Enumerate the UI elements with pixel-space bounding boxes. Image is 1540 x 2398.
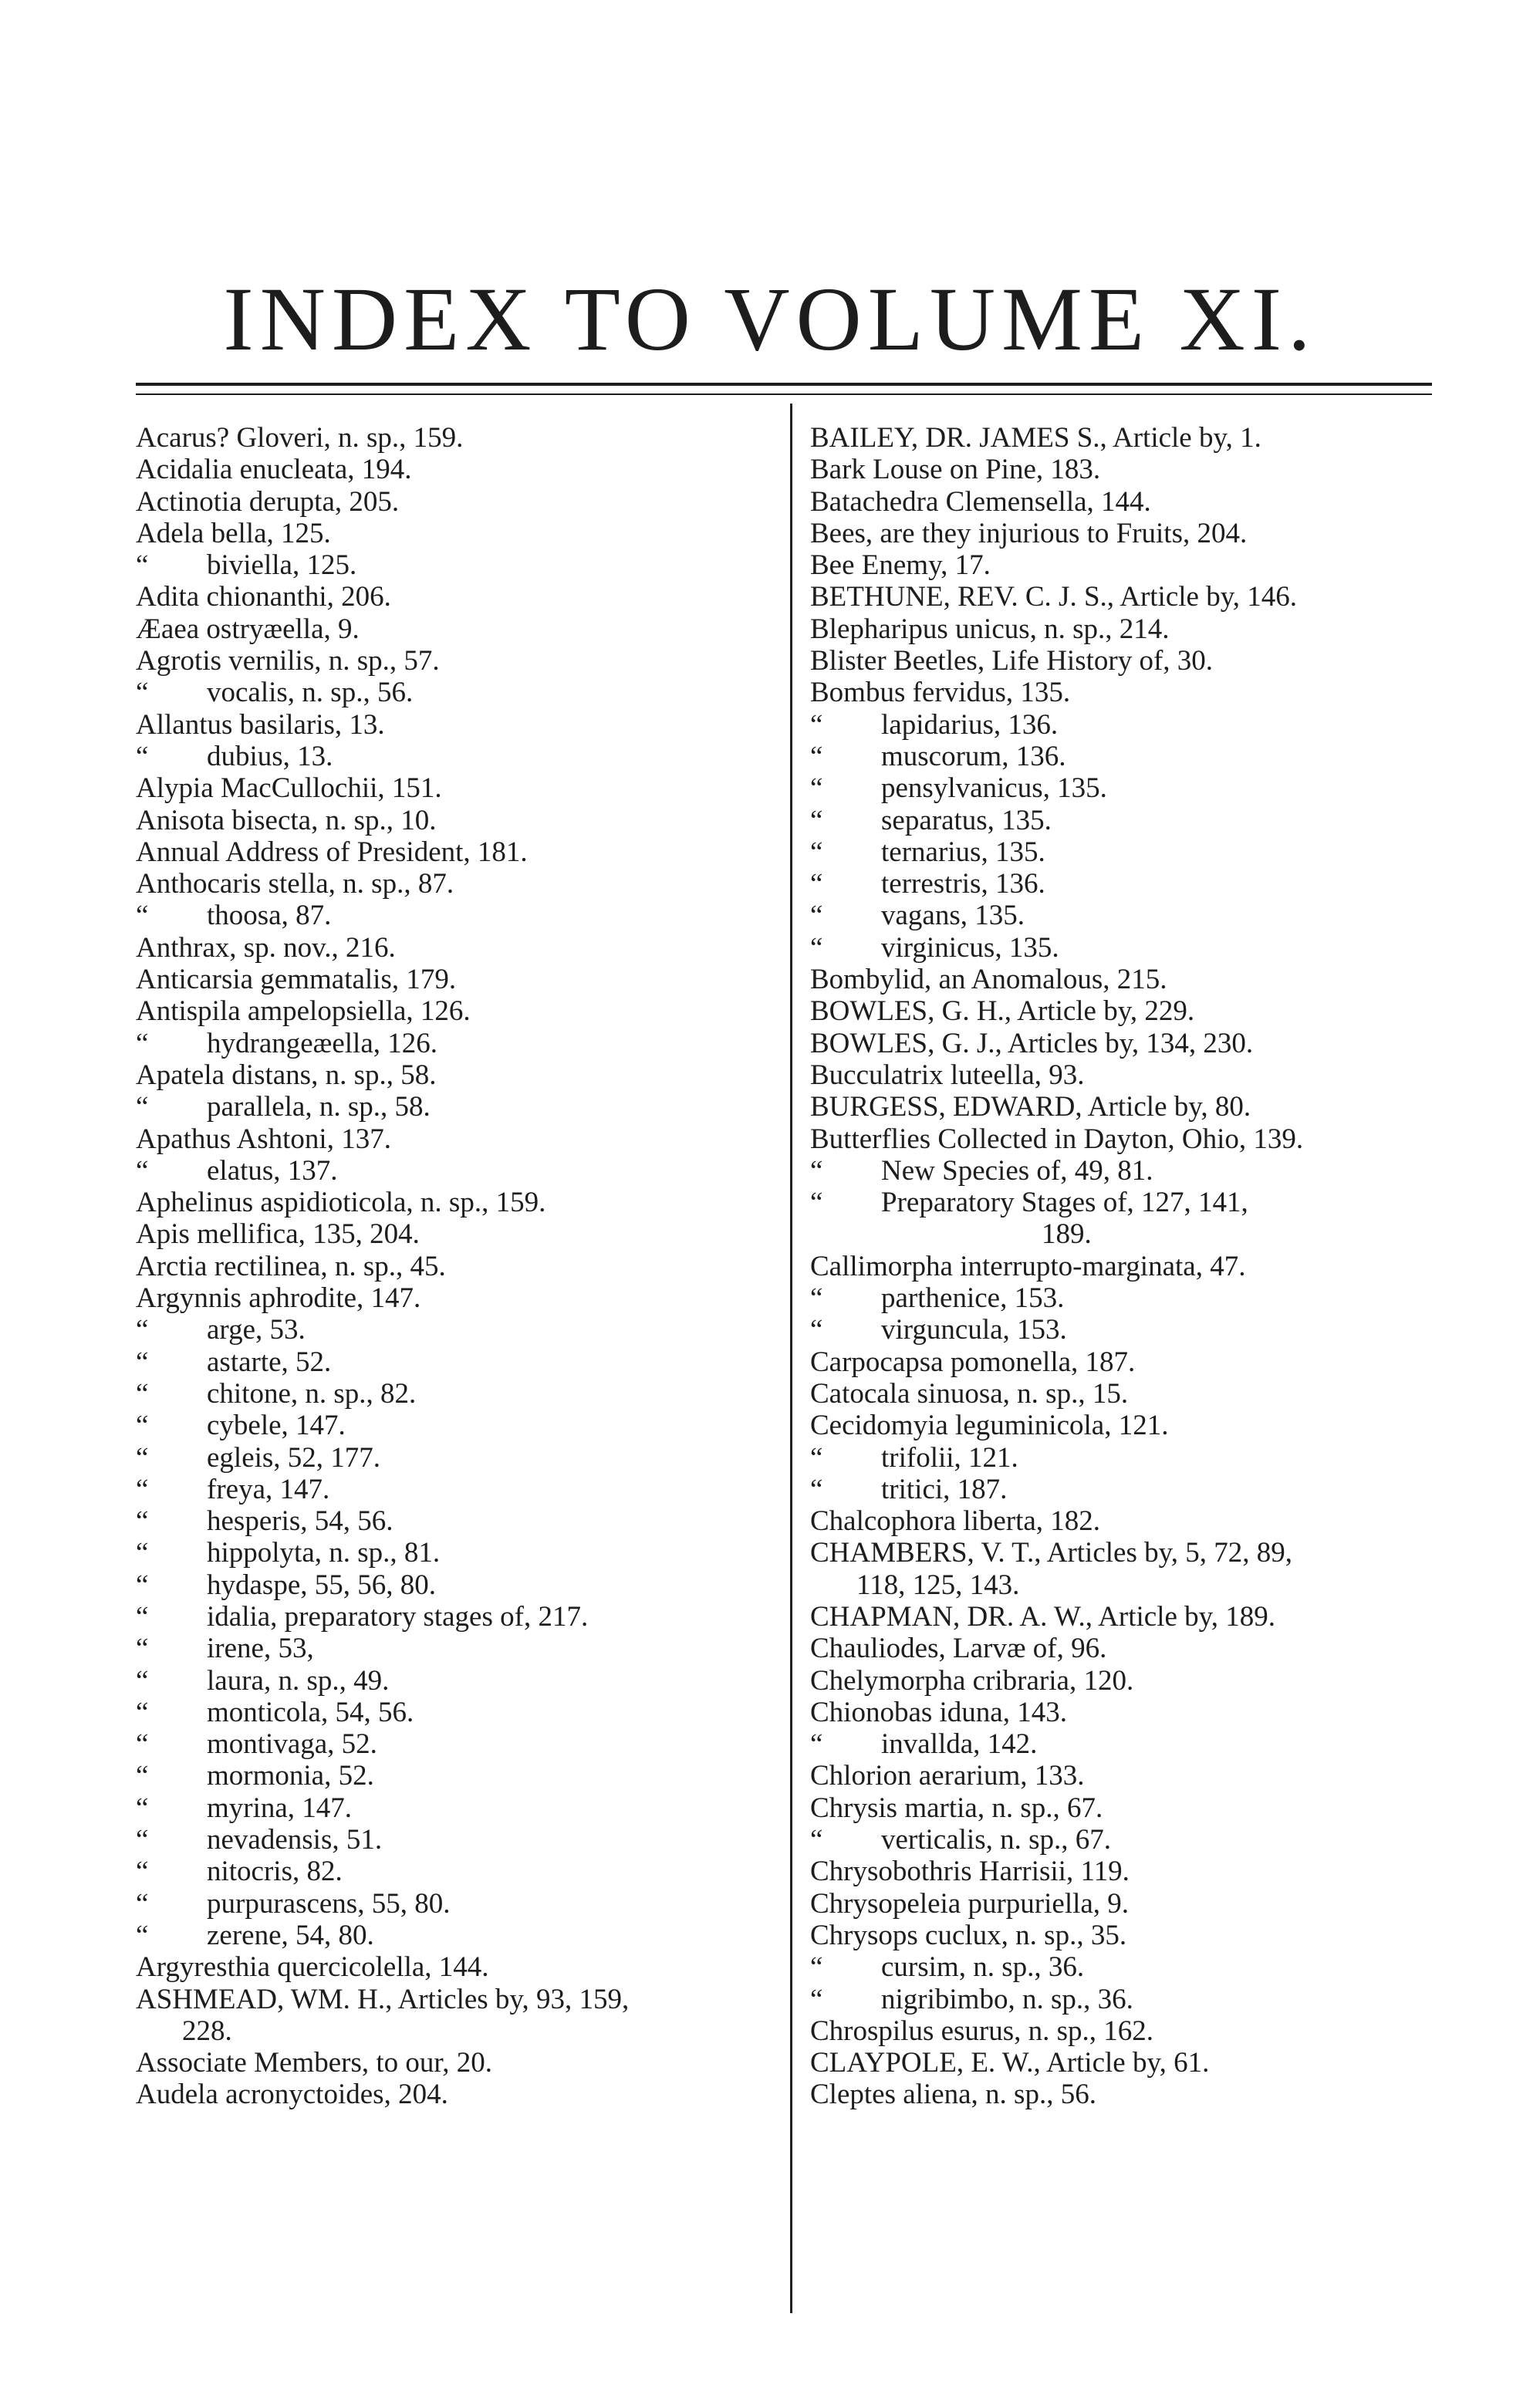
index-entry <box>810 1155 1443 1187</box>
index-entry <box>810 454 1443 485</box>
index-entry <box>136 581 776 613</box>
ditto-mark: “ <box>136 549 149 582</box>
index-entry-text: Anisota bisecta, n. sp., 10. <box>136 804 437 836</box>
index-entry-text: Alypia MacCullochii, 151. <box>136 772 442 805</box>
index-entry-text: CHAMBERS, V. T., Articles by, 5, 72, 89, <box>810 1537 1292 1569</box>
index-entry-text: vocalis, n. sp., 56. <box>207 677 414 709</box>
index-entry <box>810 964 1443 995</box>
index-entry-text: hydaspe, 55, 56, 80. <box>207 1569 436 1601</box>
index-entry <box>810 1633 1443 1664</box>
index-entry <box>136 422 776 454</box>
index-entry <box>136 1569 776 1601</box>
index-entry-text: Chionobas iduna, 143. <box>810 1696 1067 1728</box>
index-entry-text: Chrospilus esurus, n. sp., 162. <box>810 2015 1154 2047</box>
index-entry-text: arge, 53. <box>207 1314 306 1346</box>
ditto-mark: “ <box>810 1824 823 1856</box>
page-title: INDEX TO VOLUME XI. <box>223 269 1317 370</box>
index-entry-text: Batachedra Clemensella, 144. <box>810 485 1151 518</box>
index-entry-text: 228. <box>182 2015 232 2047</box>
index-entry-text: 189. <box>1042 1218 1092 1251</box>
index-entry <box>810 1251 1443 1282</box>
index-entry <box>810 709 1443 741</box>
index-entry-text: egleis, 52, 177. <box>207 1441 381 1474</box>
index-entry-text: Chrysopeleia purpuriella, 9. <box>810 1887 1130 1920</box>
index-entry-text: BURGESS, EDWARD, Article by, 80. <box>810 1091 1251 1123</box>
index-entry-text: Bucculatrix luteella, 93. <box>810 1059 1085 1091</box>
index-entry <box>136 1951 776 1983</box>
index-entry <box>810 836 1443 868</box>
index-entry-text: Butterflies Collected in Dayton, Ohio, 139. <box>810 1123 1304 1155</box>
index-entry <box>810 772 1443 804</box>
index-entry <box>810 2047 1443 2079</box>
index-entry <box>136 1537 776 1569</box>
ditto-mark: “ <box>810 900 823 932</box>
ditto-mark: “ <box>136 1887 149 1920</box>
index-entry-text: Adela bella, 125. <box>136 517 331 549</box>
ditto-mark: “ <box>136 1027 149 1059</box>
index-entry <box>136 1059 776 1091</box>
index-entry <box>810 1378 1443 1410</box>
index-entry <box>810 486 1443 518</box>
index-entry-text: verticalis, n. sp., 67. <box>881 1824 1112 1856</box>
index-entry-text: Apathus Ashtoni, 137. <box>136 1123 391 1155</box>
index-entry <box>810 1059 1443 1091</box>
index-entry <box>810 1984 1443 2015</box>
ditto-mark: “ <box>810 1473 823 1505</box>
index-entry-text: muscorum, 136. <box>881 740 1066 772</box>
ditto-mark: “ <box>136 1154 149 1187</box>
ditto-mark: “ <box>810 931 823 964</box>
ditto-mark: “ <box>136 1728 149 1761</box>
index-entry-text: nigribimbo, n. sp., 36. <box>881 1983 1133 2015</box>
index-entry-text: Aphelinus aspidioticola, n. sp., 159. <box>136 1187 546 1219</box>
index-entry-text: chitone, n. sp., 82. <box>207 1377 417 1410</box>
index-entry <box>810 2079 1443 2110</box>
ditto-mark: “ <box>810 1187 823 1219</box>
index-entry <box>810 1569 1443 1601</box>
index-entry-text: Bombus fervidus, 135. <box>810 677 1071 709</box>
index-entry <box>136 1792 776 1824</box>
index-entry <box>810 1474 1443 1505</box>
index-entry-text: Acarus? Gloveri, n. sp., 159. <box>136 422 464 454</box>
index-entry-text: Blepharipus unicus, n. sp., 214. <box>810 613 1170 645</box>
index-entry-text: Actinotia derupta, 205. <box>136 485 400 518</box>
ditto-mark: “ <box>136 1600 149 1633</box>
index-entry <box>810 518 1443 549</box>
ditto-mark: “ <box>136 1664 149 1697</box>
index-entry <box>810 1920 1443 1951</box>
index-entry <box>136 1028 776 1059</box>
index-entry-text: BOWLES, G. J., Articles by, 134, 230. <box>810 1027 1254 1059</box>
index-entry <box>136 677 776 708</box>
index-entry-text: Chrysobothris Harrisii, 119. <box>810 1856 1130 1888</box>
index-entry <box>810 1028 1443 1059</box>
index-entry <box>810 1951 1443 1983</box>
index-entry-text: Annual Address of President, 181. <box>136 836 528 868</box>
index-entry-text: vagans, 135. <box>881 900 1025 932</box>
ditto-mark: “ <box>136 1919 149 1951</box>
index-entry <box>136 1601 776 1633</box>
index-entry <box>810 1760 1443 1792</box>
index-entry-text: New Species of, 49, 81. <box>881 1154 1153 1187</box>
index-entry <box>810 677 1443 708</box>
index-entry-text: Associate Members, to our, 20. <box>136 2047 492 2079</box>
ditto-mark: “ <box>810 1154 823 1187</box>
index-entry <box>810 995 1443 1027</box>
index-entry <box>810 1123 1443 1155</box>
index-entry <box>810 1505 1443 1537</box>
index-entry-text: pensylvanicus, 135. <box>881 772 1107 805</box>
column-divider <box>790 404 792 2313</box>
index-entry-text: terrestris, 136. <box>881 868 1045 900</box>
index-entry-text: Chelymorpha cribraria, 120. <box>810 1664 1134 1697</box>
index-entry <box>810 1346 1443 1378</box>
index-entry-text: cursim, n. sp., 36. <box>881 1951 1085 1984</box>
index-entry <box>136 518 776 549</box>
index-entry-text: nevadensis, 51. <box>207 1824 383 1856</box>
index-entry <box>136 486 776 518</box>
index-entry-text: Anticarsia gemmatalis, 179. <box>136 964 457 996</box>
index-entry <box>810 1665 1443 1697</box>
index-entry <box>810 1187 1443 1218</box>
index-entry <box>136 1346 776 1378</box>
index-entry <box>810 1091 1443 1123</box>
index-entry-text: ternarius, 135. <box>881 836 1045 868</box>
index-entry-text: BOWLES, G. H., Article by, 229. <box>810 995 1195 1028</box>
index-entry <box>136 1251 776 1282</box>
index-entry-text: Anthocaris stella, n. sp., 87. <box>136 868 454 900</box>
ditto-mark: “ <box>136 1537 149 1569</box>
index-entry-text: elatus, 137. <box>207 1154 338 1187</box>
ditto-mark: “ <box>810 1441 823 1474</box>
index-entry-text: Audela acronyctoides, 204. <box>136 2079 448 2111</box>
index-entry-text: BETHUNE, REV. C. J. S., Article by, 146. <box>810 581 1298 613</box>
index-entry <box>136 1760 776 1792</box>
ditto-mark: “ <box>810 1282 823 1315</box>
ditto-mark: “ <box>136 1441 149 1474</box>
index-entry <box>810 1792 1443 1824</box>
index-entry-text: monticola, 54, 56. <box>207 1696 414 1728</box>
index-entry-text: Chalcophora liberta, 182. <box>810 1505 1101 1538</box>
index-entry-text: Cecidomyia leguminicola, 121. <box>810 1410 1169 1442</box>
ditto-mark: “ <box>136 1346 149 1378</box>
ditto-mark: “ <box>136 1824 149 1856</box>
index-entry <box>136 1314 776 1346</box>
index-entry-text: Bark Louse on Pine, 183. <box>810 454 1101 486</box>
index-entry-text: Chrysops cuclux, n. sp., 35. <box>810 1919 1127 1951</box>
index-entry <box>136 995 776 1027</box>
index-entry-text: 118, 125, 143. <box>856 1569 1020 1601</box>
index-entry-text: Cleptes aliena, n. sp., 56. <box>810 2079 1096 2111</box>
index-entry-text: parallela, n. sp., 58. <box>207 1091 431 1123</box>
index-entry-text: Anthrax, sp. nov., 216. <box>136 931 396 964</box>
index-entry <box>810 1601 1443 1633</box>
index-entry <box>136 2015 776 2047</box>
index-entry <box>136 1123 776 1155</box>
index-entry-text: hippolyta, n. sp., 81. <box>207 1537 441 1569</box>
index-entry <box>810 581 1443 613</box>
index-entry <box>136 1410 776 1441</box>
index-entry <box>810 741 1443 772</box>
index-entry-text: Chlorion aerarium, 133. <box>810 1760 1085 1792</box>
index-entry <box>136 1218 776 1250</box>
index-entry <box>810 1410 1443 1441</box>
index-entry <box>810 422 1443 454</box>
index-entry <box>136 1665 776 1697</box>
index-entry <box>136 1728 776 1760</box>
ditto-mark: “ <box>136 1410 149 1442</box>
index-entry <box>136 1633 776 1664</box>
index-entry <box>136 549 776 581</box>
index-entry-text: Apis mellifica, 135, 204. <box>136 1218 420 1251</box>
index-entry-text: separatus, 135. <box>881 804 1052 836</box>
ditto-mark: “ <box>136 1314 149 1346</box>
index-entry-text: Chrysis martia, n. sp., 67. <box>810 1792 1103 1824</box>
index-entry-text: Allantus basilaris, 13. <box>136 708 385 741</box>
ditto-mark: “ <box>136 1696 149 1728</box>
index-entry-text: Carpocapsa pomonella, 187. <box>810 1346 1136 1378</box>
index-entry-text: Bees, are they injurious to Fruits, 204. <box>810 517 1248 549</box>
title-rule-thick <box>136 383 1432 386</box>
index-entry <box>136 1920 776 1951</box>
ditto-mark: “ <box>136 900 149 932</box>
index-entry-text: Apatela distans, n. sp., 58. <box>136 1059 437 1091</box>
index-entry-text: nitocris, 82. <box>207 1856 343 1888</box>
index-entry <box>136 1378 776 1410</box>
index-entry-text: purpurascens, 55, 80. <box>207 1887 451 1920</box>
index-entry <box>810 1537 1443 1569</box>
ditto-mark: “ <box>810 708 823 741</box>
index-entry <box>136 964 776 995</box>
ditto-mark: “ <box>810 1951 823 1984</box>
ditto-mark: “ <box>136 1377 149 1410</box>
index-entry <box>136 645 776 677</box>
index-entry <box>136 932 776 964</box>
index-entry-text: freya, 147. <box>207 1473 330 1505</box>
index-entry-text: Arctia rectilinea, n. sp., 45. <box>136 1250 446 1282</box>
index-entry <box>810 549 1443 581</box>
index-entry-text: Agrotis vernilis, n. sp., 57. <box>136 645 440 677</box>
index-entry-text: thoosa, 87. <box>207 900 332 932</box>
index-entry-text: laura, n. sp., 49. <box>207 1664 390 1697</box>
index-entry-text: Adita chionanthi, 206. <box>136 581 391 613</box>
ditto-mark: “ <box>810 772 823 805</box>
index-entry <box>136 1984 776 2015</box>
index-entry-text: Antispila ampelopsiella, 126. <box>136 995 471 1028</box>
ditto-mark: “ <box>136 1633 149 1665</box>
index-entry <box>810 900 1443 931</box>
index-entry-text: parthenice, 153. <box>881 1282 1065 1315</box>
ditto-mark: “ <box>810 1728 823 1761</box>
index-entry <box>810 868 1443 900</box>
ditto-mark: “ <box>810 1983 823 2015</box>
index-entry <box>810 645 1443 677</box>
index-entry-text: hydrangeæella, 126. <box>207 1027 437 1059</box>
index-entry <box>136 772 776 804</box>
index-entry <box>810 1728 1443 1760</box>
ditto-mark: “ <box>136 1505 149 1538</box>
index-entry <box>136 1155 776 1187</box>
index-entry <box>810 1824 1443 1856</box>
index-entry-text: montivaga, 52. <box>207 1728 377 1761</box>
index-entry <box>136 1505 776 1537</box>
index-entry <box>136 2079 776 2110</box>
index-entry-text: CLAYPOLE, E. W., Article by, 61. <box>810 2047 1210 2079</box>
index-entry <box>136 1091 776 1123</box>
index-entry <box>810 2015 1443 2047</box>
index-entry-text: tritici, 187. <box>881 1473 1008 1505</box>
index-entry <box>136 1856 776 1887</box>
ditto-mark: “ <box>136 740 149 772</box>
index-entry-text: lapidarius, 136. <box>881 708 1059 741</box>
index-entry-text: trifolii, 121. <box>881 1441 1018 1474</box>
index-entry <box>810 1888 1443 1920</box>
index-entry <box>810 1282 1443 1314</box>
index-entry-text: Chauliodes, Larvæ of, 96. <box>810 1633 1107 1665</box>
index-entry-text: zerene, 54, 80. <box>207 1919 374 1951</box>
ditto-mark: “ <box>810 868 823 900</box>
ditto-mark: “ <box>136 1760 149 1792</box>
index-entry <box>136 836 776 868</box>
index-entry-text: Acidalia enucleata, 194. <box>136 454 412 486</box>
index-entry-text: mormonia, 52. <box>207 1760 374 1792</box>
index-entry-text: Preparatory Stages of, 127, 141, <box>881 1187 1248 1219</box>
index-entry <box>810 1218 1443 1250</box>
ditto-mark: “ <box>136 1091 149 1123</box>
index-entry-text: Argynnis aphrodite, 147. <box>136 1282 421 1315</box>
ditto-mark: “ <box>136 1473 149 1505</box>
index-entry-text: irene, 53, <box>207 1633 314 1665</box>
ditto-mark: “ <box>136 1569 149 1601</box>
ditto-mark: “ <box>136 1792 149 1824</box>
ditto-mark: “ <box>136 1856 149 1888</box>
index-entry-text: virguncula, 153. <box>881 1314 1067 1346</box>
ditto-mark: “ <box>810 1314 823 1346</box>
index-entry-text: dubius, 13. <box>207 740 333 772</box>
index-entry <box>810 613 1443 645</box>
index-entry <box>136 1888 776 1920</box>
index-entry-text: Catocala sinuosa, n. sp., 15. <box>810 1377 1129 1410</box>
index-entry-text: Æaea ostryæella, 9. <box>136 613 360 645</box>
index-entry <box>136 709 776 741</box>
index-entry <box>136 1187 776 1218</box>
index-entry-text: ASHMEAD, WM. H., Articles by, 93, 159, <box>136 1983 630 2015</box>
index-entry <box>810 1856 1443 1887</box>
index-entry <box>810 805 1443 836</box>
index-entry <box>136 741 776 772</box>
index-entry-text: astarte, 52. <box>207 1346 332 1378</box>
index-entry <box>136 2047 776 2079</box>
index-entry-text: Bee Enemy, 17. <box>810 549 991 582</box>
index-entry-text: BAILEY, DR. JAMES S., Article by, 1. <box>810 422 1261 454</box>
index-entry-text: cybele, 147. <box>207 1410 346 1442</box>
index-entry <box>136 1282 776 1314</box>
index-column-left <box>136 422 776 2111</box>
index-entry-text: virginicus, 135. <box>881 931 1059 964</box>
index-entry <box>136 454 776 485</box>
index-entry <box>810 1314 1443 1346</box>
index-entry-text: Blister Beetles, Life History of, 30. <box>810 645 1214 677</box>
index-entry-text: idalia, preparatory stages of, 217. <box>207 1600 589 1633</box>
index-entry <box>136 1474 776 1505</box>
index-entry-text: CHAPMAN, DR. A. W., Article by, 189. <box>810 1600 1276 1633</box>
index-entry-text: invallda, 142. <box>881 1728 1038 1761</box>
index-entry-text: Argyresthia quercicolella, 144. <box>136 1951 489 1984</box>
index-entry <box>136 613 776 645</box>
index-entry-text: myrina, 147. <box>207 1792 353 1824</box>
index-entry <box>810 1442 1443 1474</box>
index-entry-text: Bombylid, an Anomalous, 215. <box>810 964 1167 996</box>
index-entry <box>136 868 776 900</box>
ditto-mark: “ <box>810 804 823 836</box>
index-column-right <box>810 422 1443 2111</box>
index-entry-text: Callimorpha interrupto-marginata, 47. <box>810 1250 1246 1282</box>
ditto-mark: “ <box>810 740 823 772</box>
index-entry <box>810 932 1443 964</box>
index-entry <box>136 805 776 836</box>
index-entry <box>136 1442 776 1474</box>
index-entry <box>136 900 776 931</box>
index-entry-text: hesperis, 54, 56. <box>207 1505 393 1538</box>
index-entry <box>810 1697 1443 1728</box>
ditto-mark: “ <box>136 677 149 709</box>
index-entry-text: biviella, 125. <box>207 549 357 582</box>
title-rule-thin <box>136 393 1432 395</box>
ditto-mark: “ <box>810 836 823 868</box>
index-entry <box>136 1824 776 1856</box>
index-entry <box>136 1697 776 1728</box>
